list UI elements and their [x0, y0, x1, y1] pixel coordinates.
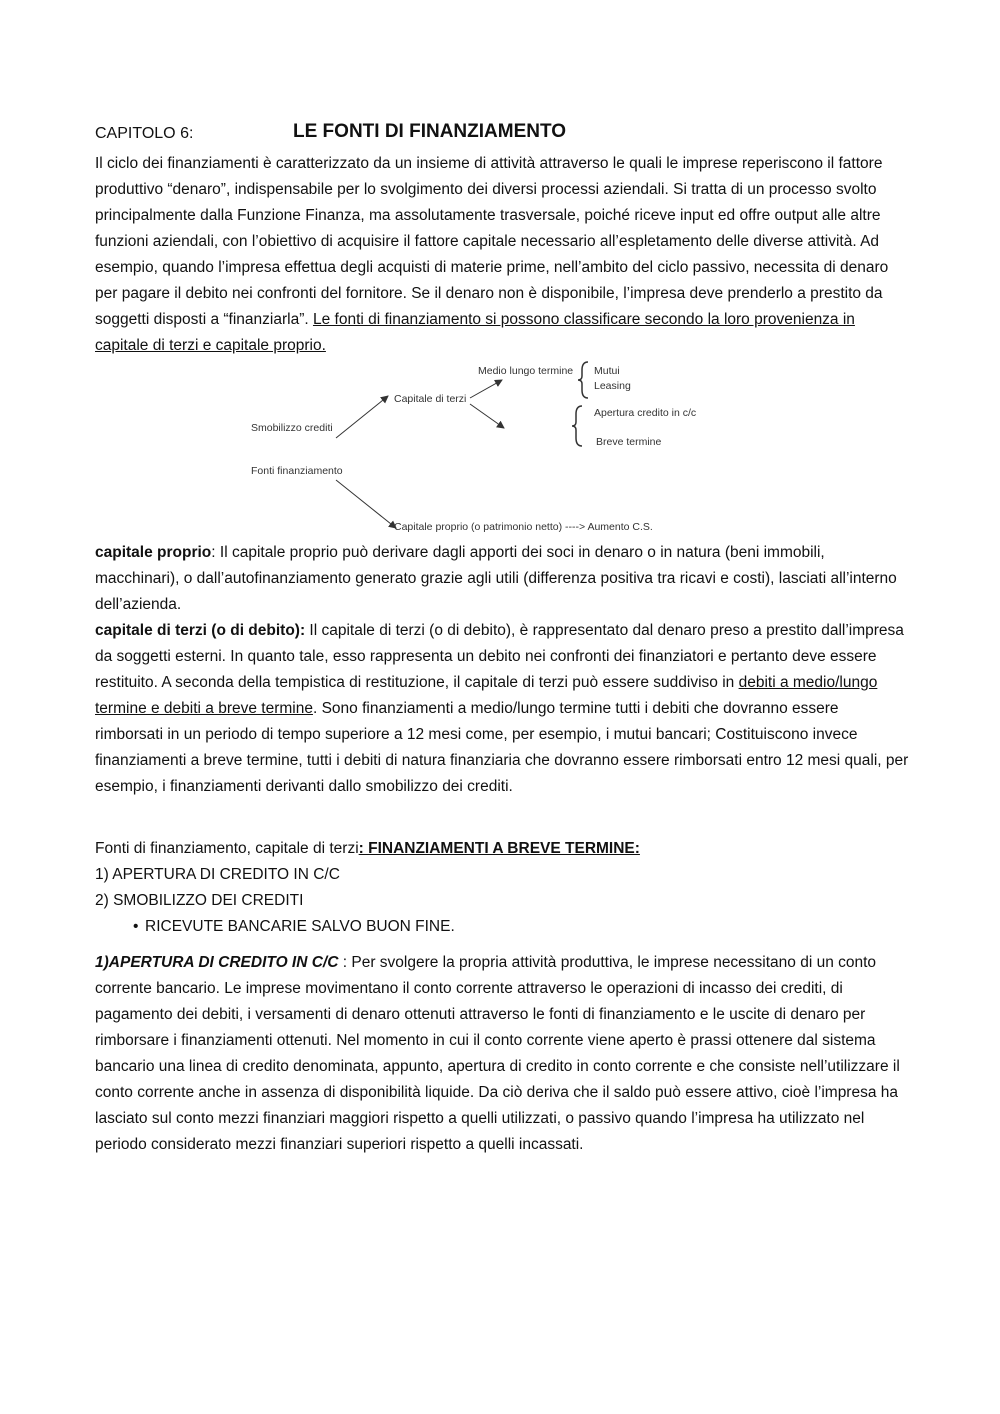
- intro-underlined-text: Le fonti di finanziamento si possono classificare secondo la loro provenienza in capitale di terzi e capitale proprio.: [95, 311, 855, 354]
- capitale-proprio-paragraph: [95, 540, 910, 618]
- diagram-capitale-proprio-label: Capitale proprio (o patrimonio netto) ----> Aumento C.S.: [394, 521, 653, 533]
- capitale-terzi-text-1: Il capitale di terzi (o di debito), è rappresentato dal denaro preso a prestito dall’impresa da soggetti esterni. In quanto tale, esso rappresenta un debito nei confronti dei finanziatori e pertanto deve essere restituito. A seconda della tempistica di restituzione, il capitale di terzi può essere suddiviso in: [95, 622, 904, 691]
- diagram-breve-label: Breve termine: [596, 436, 662, 448]
- diagram-smobilizzo-label: Smobilizzo crediti: [251, 422, 333, 434]
- list-item-apertura: 1) APERTURA DI CREDITO IN C/C: [95, 866, 340, 883]
- arrow-fonti-to-terzi: [336, 396, 388, 438]
- diagram-apertura-label: Apertura credito in c/c: [594, 407, 697, 419]
- diagram-medio-lungo-label: Medio lungo termine: [478, 365, 574, 377]
- arrow-terzi-to-breve: [470, 404, 504, 428]
- capitale-proprio-label: capitale proprio: [95, 544, 212, 561]
- apertura-label: 1)APERTURA DI CREDITO IN C/C: [95, 954, 339, 971]
- section-breve-heading: [95, 836, 910, 862]
- diagram-capitale-terzi-label: Capitale di terzi: [394, 393, 467, 405]
- diagram-mutui-label: Mutui: [594, 365, 620, 377]
- bullet-item-ricevute: [95, 914, 948, 940]
- bullet-item-text: RICEVUTE BANCARIE SALVO BUON FINE.: [145, 918, 455, 935]
- brace-medio-lungo: [578, 362, 588, 398]
- apertura-text: : Per svolgere la propria attività produttiva, le imprese necessitano di un conto corrente bancario. Le imprese movimentano il conto corrente attraverso le operazioni di incasso dei crediti, di pagamento dei debiti, i versamenti di denaro ottenuti attraverso le fonti di finanziamento e le uscite di denaro per rimborsare i finanziamenti ottenuti. Nel momento in cui il conto corrente viene aperto è prassi ottenere dal sistema bancario una linea di credito denominata, appunto, apertura di credito in conto corrente e che consiste nell’utilizzare il conto corrente anche in assenza di disponibilità liquide. Da ciò deriva che il saldo può essere attivo, cioè l’impresa ha lasciato sul conto mezzi finanziari maggiori rispetto a quelli utilizzati, o passivo quando l’impresa ha utilizzato nel periodo considerato mezzi finanziari superiori rispetto a quelli incassati.: [95, 954, 900, 1153]
- arrow-fonti-to-proprio: [336, 480, 396, 528]
- capitale-terzi-text-2: . Sono finanziamenti a medio/lungo termine tutti i debiti che dovranno essere rimborsati in un periodo di tempo superiore a 12 mesi come, per esempio, i mutui bancari; Costituiscono invece finanziamenti a breve termine, tutti i debiti di natura finanziaria che dovranno essere rimborsati entro 12 mesi quali, per esempio, i finanziamenti derivanti dallo smobilizzo dei crediti.: [95, 700, 909, 795]
- arrow-terzi-to-medio: [470, 380, 502, 398]
- section-breve-title: : FINANZIAMENTI A BREVE TERMINE:: [358, 840, 640, 857]
- list-item-smobilizzo: 2) SMOBILIZZO DEI CREDITI: [95, 892, 304, 909]
- brace-breve: [572, 406, 582, 446]
- capitale-terzi-underlined: debiti a medio/lungo termine e debiti a breve termine: [95, 674, 878, 717]
- capitale-terzi-label: capitale di terzi (o di debito):: [95, 622, 306, 639]
- intro-paragraph: [95, 151, 910, 359]
- bullet-dot-icon: •: [133, 918, 139, 935]
- intro-text: Il ciclo dei finanziamenti è caratterizzato da un insieme di attività attraverso le quali le imprese reperiscono il fattore produttivo “denaro”, indispensabile per lo svolgimento dei diversi processi aziendali. Si tratta di un processo svolto principalmente dalla Funzione Finanza, ma assolutamente trasversale, poiché riceve input ed offre output alle altre funzioni aziendali, con l’obiettivo di acquisire il fattore capitale necessario all’espletamento delle diverse attività. Ad esempio, quando l’impresa effettua degli acquisti di materie prime, nell’ambito del ciclo passivo, necessita di denaro per pagare il debito nei confronti del fornitore. Se il denaro non è disponibile, l’impresa deve prenderlo a prestito da soggetti disposti a “finanziarla”.: [95, 155, 889, 328]
- chapter-title: LE FONTI DI FINANZIAMENTO: [293, 121, 567, 142]
- diagram-fonti-label: Fonti finanziamento: [251, 465, 343, 477]
- capitale-terzi-paragraph: [95, 618, 910, 800]
- capitale-proprio-text: : Il capitale proprio può derivare dagli apporti dei soci in denaro o in natura (beni immobili, macchinari), o dall’autofinanziamento generato grazie agli utili (differenza positiva tra ricavi e costi), lasciati all’interno dell’azienda.: [95, 544, 897, 613]
- section-breve-lead: Fonti di finanziamento, capitale di terzi: [95, 840, 359, 857]
- chapter-heading: [95, 121, 910, 149]
- diagram-leasing-label: Leasing: [594, 380, 631, 392]
- apertura-paragraph: [95, 950, 910, 1158]
- chapter-label: CAPITOLO 6:: [95, 125, 194, 142]
- financing-sources-diagram: [240, 358, 720, 538]
